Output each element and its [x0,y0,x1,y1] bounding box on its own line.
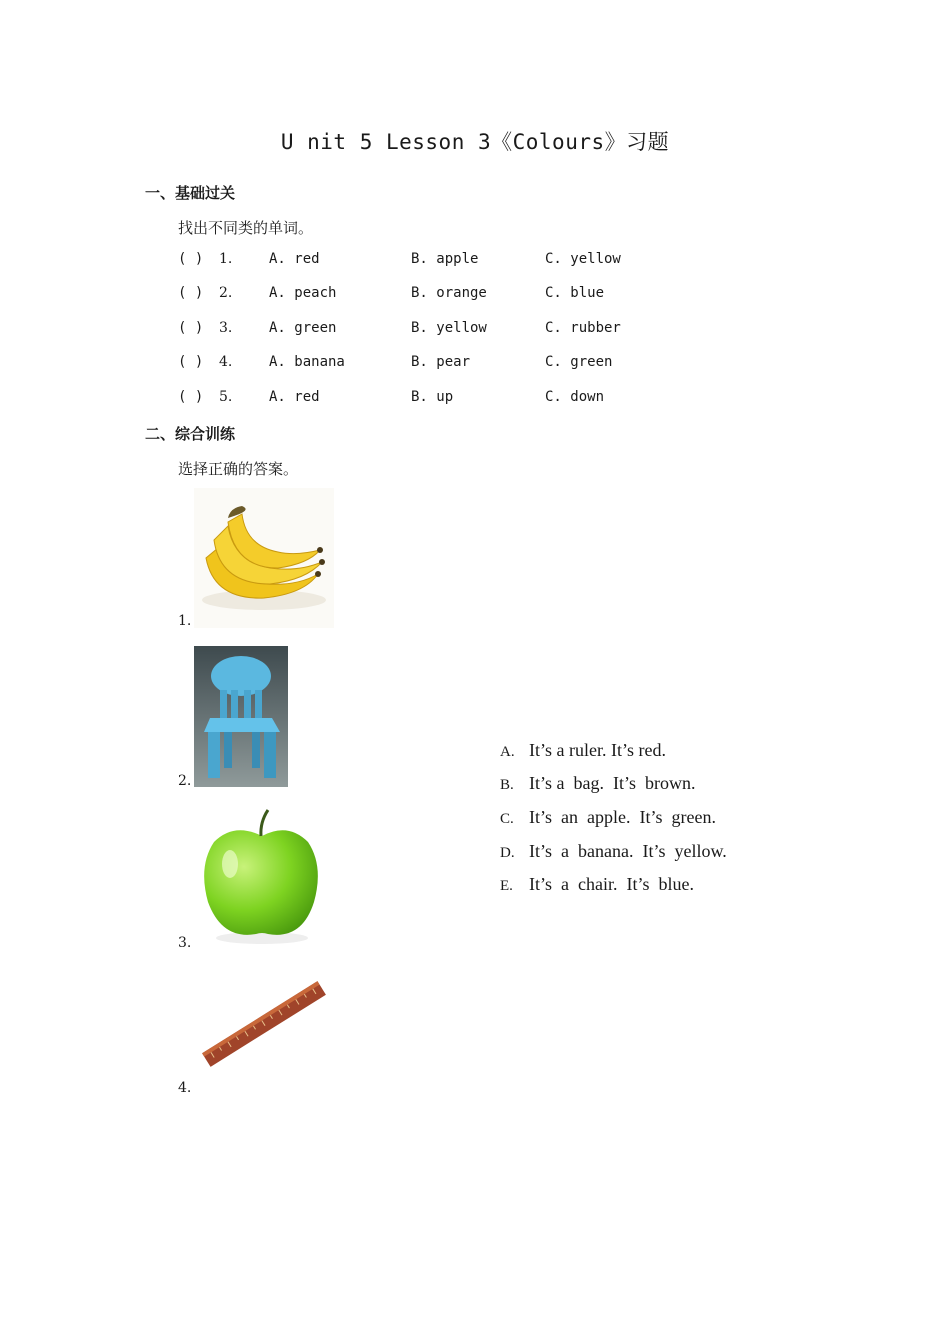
picture-number: 3. [178,935,192,951]
answer-choice [500,874,694,895]
option-c: C. yellow [545,251,621,267]
choice-text: It’s an apple. It’s green. [529,807,716,827]
section2-instruction: 选择正确的答案。 [178,460,299,478]
apple-image [194,806,334,948]
section1-instruction: 找出不同类的单词。 [178,219,314,237]
option-a: A. banana [269,354,345,370]
answer-choice [500,807,716,828]
document-title: U nit 5 Lesson 3《Colours》习题 [280,130,670,154]
answer-choice [500,740,666,761]
answer-choice [500,773,695,794]
option-a: A. red [269,389,320,405]
choice-text: It’s a bag. It’s brown. [529,773,696,793]
option-a: A. red [269,251,320,267]
choice-letter: C. [500,811,514,827]
picture-number: 2. [178,773,192,789]
question-number: 1. [219,251,233,267]
answer-choice [500,841,727,862]
choice-text: It’s a chair. It’s blue. [529,874,694,894]
question-row [178,285,678,305]
option-c: C. down [545,389,605,405]
banana-image [194,488,334,628]
question-number: 3. [219,320,233,336]
choice-letter: D. [500,845,515,861]
choice-letter: B. [500,777,514,793]
ruler-image [194,964,334,1094]
picture-number: 4. [178,1080,192,1096]
choice-letter: A. [500,744,515,760]
question-row [178,389,678,409]
option-c: C. green [545,354,613,370]
answer-paren[interactable]: ( ) [178,389,204,405]
question-number: 2. [219,285,233,301]
chair-image [194,646,288,787]
option-b: B. orange [411,285,487,301]
question-number: 5. [219,389,233,405]
question-row [178,251,678,271]
option-b: B. apple [411,251,479,267]
question-row [178,320,678,340]
option-b: B. yellow [411,320,487,336]
choice-text: It’s a ruler. It’s red. [529,740,666,760]
question-number: 4. [219,354,233,370]
picture-number: 1. [178,613,192,629]
answer-paren[interactable]: ( ) [178,285,204,301]
option-b: B. up [411,389,454,405]
option-c: C. rubber [545,320,621,336]
section2-heading: 二、综合训练 [145,425,236,443]
answer-paren[interactable]: ( ) [178,320,204,336]
choice-letter: E. [500,878,513,894]
section1-heading: 一、基础过关 [145,184,236,202]
answer-paren[interactable]: ( ) [178,354,204,370]
option-b: B. pear [411,354,471,370]
choice-text: It’s a banana. It’s yellow. [529,841,727,861]
answer-paren[interactable]: ( ) [178,251,204,267]
option-a: A. peach [269,285,337,301]
option-a: A. green [269,320,337,336]
option-c: C. blue [545,285,605,301]
question-row [178,354,678,374]
